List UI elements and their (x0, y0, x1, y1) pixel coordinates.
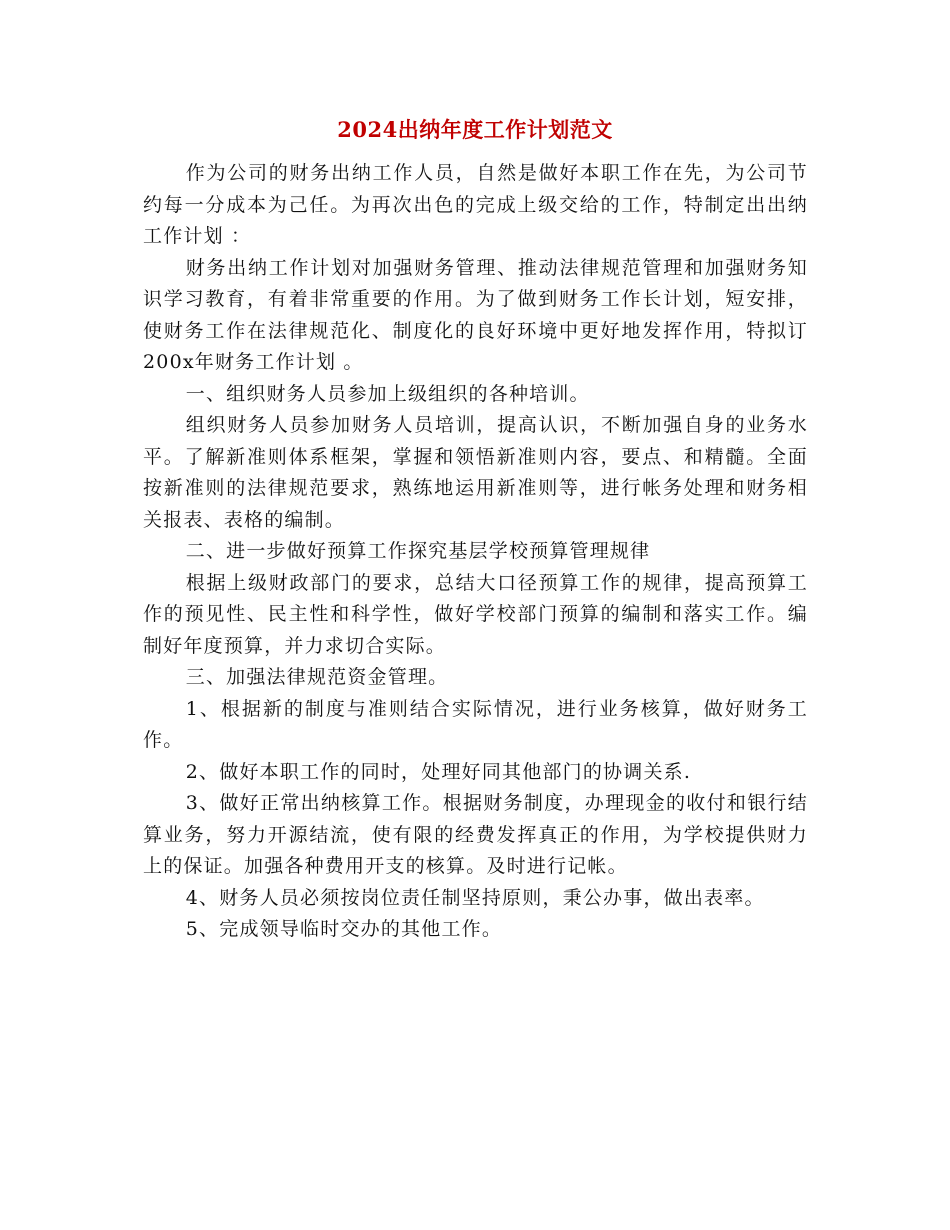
paragraph-training: 组织财务人员参加财务人员培训，提高认识，不断加强自身的业务水平。了解新准则体系框架，掌握和领悟新准则内容，要点、和精髓。全面按新准则的法律规范要求，熟练地运用新准则等，进行帐务处理和财务相关报表、表格的编制。 (143, 414, 808, 531)
list-item-3: 3、做好正常出纳核算工作。根据财务制度，办理现金的收付和银行结算业务，努力开源结流，使有限的经费发挥真正的作用，为学校提供财力上的保证。加强各种费用开支的核算。及时进行记帐。 (143, 792, 808, 877)
list-item-2: 2、做好本职工作的同时，处理好同其他部门的协调关系. (185, 760, 692, 783)
section-heading-2: 二、进一步做好预算工作探究基层学校预算管理规律 (185, 540, 651, 562)
paragraph-budget: 根据上级财政部门的要求，总结大口径预算工作的规律，提高预算工作的预见性、民主性和科学性，做好学校部门预算的编制和落实工作。编制好年度预算，并力求切合实际。 (143, 571, 808, 657)
list-item-5: 5、完成领导临时交办的其他工作。 (185, 918, 503, 940)
section-heading-3: 三、加强法律规范资金管理。 (185, 666, 449, 688)
paragraph-intro: 作为公司的财务出纳工作人员，自然是做好本职工作在先，为公司节约每一分成本为己任。为再次出色的完成上级交给的工作，特制定出出纳工作计划 ： (143, 162, 808, 247)
section-heading-1: 一、组织财务人员参加上级组织的各种培训。 (185, 382, 590, 405)
paragraph-purpose: 财务出纳工作计划对加强财务管理、推动法律规范管理和加强财务知识学习教育，有着非常重要的作用。为了做到财务工作长计划，短安排，使财务工作在法律规范化、制度化的良好环境中更好地发挥作用，特拟订200x年财务工作计划 。 (143, 256, 808, 373)
list-item-1: 1、根据新的制度与准则结合实际情况，进行业务核算，做好财务工作。 (143, 697, 808, 751)
document-title: 2024出纳年度工作计划范文 (337, 117, 613, 142)
document-body (143, 158, 808, 946)
list-item-4: 4、财务人员必须按岗位责任制坚持原则，秉公办事，做出表率。 (185, 886, 765, 909)
